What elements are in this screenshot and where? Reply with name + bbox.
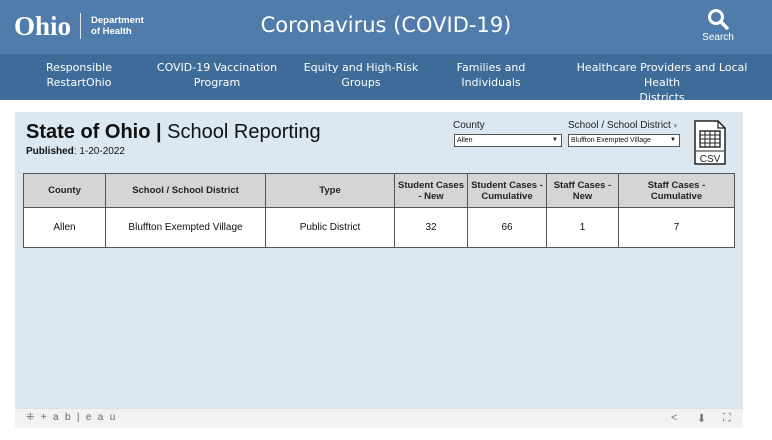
- nav-label-line2: Program: [193, 76, 241, 89]
- col-student-cases-cumulative[interactable]: Student Cases - Cumulative: [468, 174, 547, 208]
- tableau-dashboard: [15, 112, 743, 428]
- cell-county: Allen: [24, 208, 106, 248]
- search-label: Search: [702, 32, 734, 43]
- col-county[interactable]: County: [24, 174, 106, 208]
- nav-label-line2: Groups: [341, 76, 381, 89]
- fullscreen-icon[interactable]: ⛶: [723, 412, 731, 424]
- published-label: Published: [26, 146, 74, 157]
- search-button[interactable]: [696, 8, 740, 43]
- school-filter-label-text: School / School District: [568, 120, 671, 131]
- school-cases-table: [23, 173, 735, 248]
- dashboard-title-bold: State of Ohio |: [26, 121, 162, 143]
- nav-label-line2: RestartOhio: [46, 76, 112, 89]
- logo-dept-line1: Department: [91, 15, 144, 26]
- col-staff-cases-cumulative[interactable]: Staff Cases - Cumulative: [619, 174, 735, 208]
- download-icon[interactable]: ⬇: [697, 413, 707, 425]
- tableau-logo[interactable]: [26, 412, 117, 423]
- table-header-row: [24, 174, 735, 208]
- dashboard-title-rest: School Reporting: [161, 121, 321, 143]
- col-school-district[interactable]: School / School District: [106, 174, 266, 208]
- logo-dept-line2: of Health: [91, 26, 132, 37]
- published-date: [26, 146, 125, 157]
- nav-label-line1: Equity and High-Risk: [303, 61, 419, 74]
- site-title[interactable]: Coronavirus (COVID-19): [260, 13, 512, 37]
- cell-student-cases-new: 32: [395, 208, 468, 248]
- county-select-value: Allen: [457, 137, 473, 144]
- nav-item-vaccination[interactable]: [150, 60, 284, 90]
- csv-label: CSV: [699, 154, 721, 165]
- cell-student-cases-cumulative: 66: [468, 208, 547, 248]
- published-value: : 1-20-2022: [73, 146, 125, 157]
- cell-type: Public District: [266, 208, 395, 248]
- dashboard-title: [26, 121, 321, 144]
- chevron-down-icon: ▼: [670, 137, 676, 143]
- tableau-mark-icon: ⁜: [26, 412, 37, 423]
- cell-school-district: Bluffton Exempted Village: [106, 208, 266, 248]
- nav-item-families[interactable]: [446, 60, 536, 90]
- share-icon[interactable]: <: [671, 412, 678, 424]
- chevron-down-icon: ▼: [552, 137, 558, 143]
- school-select[interactable]: [568, 134, 680, 147]
- csv-download-icon[interactable]: [694, 120, 726, 165]
- nav-label-line1: Healthcare Providers and Local Health: [576, 61, 748, 89]
- site-header: [0, 0, 772, 54]
- col-student-cases-new[interactable]: Student Cases - New: [395, 174, 468, 208]
- col-staff-cases-new[interactable]: Staff Cases - New: [547, 174, 619, 208]
- school-select-value: Bluffton Exempted Village: [571, 137, 651, 144]
- school-filter-label: [568, 120, 677, 131]
- tableau-wordmark: + a b | e a u: [40, 412, 118, 423]
- nav-label-line2: Individuals: [461, 76, 521, 89]
- nav-label-line2: Districts: [639, 91, 685, 104]
- nav-label-line1: Families and: [456, 61, 526, 74]
- col-type[interactable]: Type: [266, 174, 395, 208]
- tableau-toolbar: [15, 408, 743, 428]
- cell-staff-cases-new: 1: [547, 208, 619, 248]
- nav-label-line1: COVID-19 Vaccination: [156, 61, 278, 74]
- cell-staff-cases-cumulative: 7: [619, 208, 735, 248]
- search-icon: [707, 8, 729, 30]
- filter-menu-icon[interactable]: ▾: [673, 123, 678, 130]
- nav-item-healthcare[interactable]: [561, 60, 763, 105]
- table-row[interactable]: [24, 208, 735, 248]
- nav-label-line1: Responsible: [46, 61, 112, 74]
- logo-wordmark: Ohio: [14, 11, 72, 41]
- nav-item-responsible-restart[interactable]: [34, 60, 124, 90]
- main-nav: [0, 54, 772, 104]
- county-filter-label: County: [453, 120, 485, 131]
- nav-item-equity[interactable]: [296, 60, 426, 90]
- county-select[interactable]: [454, 134, 562, 147]
